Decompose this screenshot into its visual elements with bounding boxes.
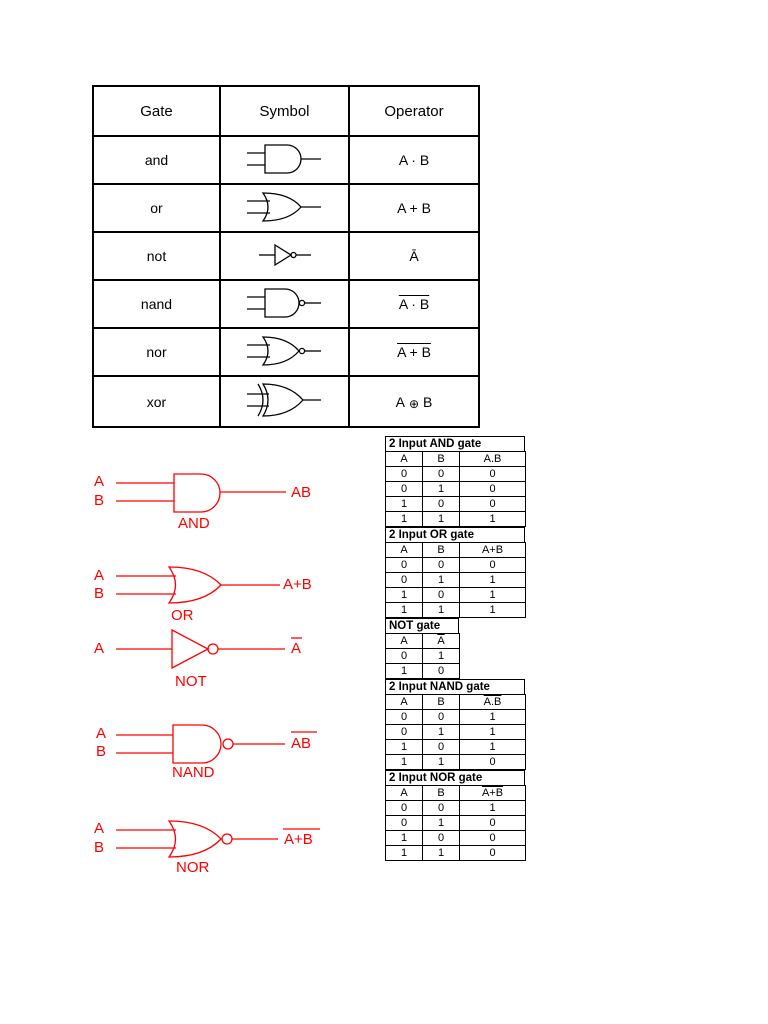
cell: 0 [386,801,423,816]
header-operator: Operator [349,86,479,136]
operator-expression: A + B [349,328,479,376]
nor-input-a: A [94,820,105,837]
cell: 1 [460,801,526,816]
nor-diagram-gate [116,821,278,857]
cell: 1 [386,846,423,861]
truth-table-title-nand: 2 Input NAND gate [385,679,525,694]
operator-expression: A + B [349,184,479,232]
nor-input-b: B [94,839,105,856]
col-header: A+B [460,786,526,801]
not-output: A [291,640,302,657]
cell: 0 [386,573,423,588]
and-label: AND [178,515,210,532]
not-label: NOT [175,673,207,690]
table-row [386,801,526,816]
cell: 1 [460,512,526,527]
col-header: A.B [460,695,526,710]
table-row [386,482,526,497]
cell: 1 [423,603,460,618]
cell: 0 [423,831,460,846]
table-row [386,603,526,618]
truth-table-title-and: 2 Input AND gate [385,436,525,451]
table-row [386,816,526,831]
header-symbol: Symbol [220,86,349,136]
cell: 0 [386,558,423,573]
truth-table-header [386,452,526,467]
truth-table-title-nor: 2 Input NOR gate [385,770,525,785]
col-header: A [386,543,423,558]
truth-table-nand [385,694,526,770]
cell: 1 [460,588,526,603]
table-row [386,512,526,527]
table-row [386,664,460,679]
cell: 1 [423,482,460,497]
and-input-a: A [94,473,105,490]
cell: 0 [423,497,460,512]
cell: 0 [460,497,526,512]
col-header: $\overline{A}$ [423,634,460,649]
col-header: A.B [460,452,526,467]
cell: 1 [386,664,423,679]
table-row [386,831,526,846]
or-output: A+B [283,576,312,593]
or-input-b: B [94,585,105,602]
table-row [386,573,526,588]
not-input-a: A [94,640,105,657]
and-output: AB [291,484,312,501]
truth-table-header [386,634,460,649]
truth-table-or [385,542,526,618]
cell: 0 [460,558,526,573]
gate-name: or [93,184,220,232]
table-row [386,755,526,770]
nand-diagram-gate [116,725,285,763]
cell: 1 [460,710,526,725]
and-diagram-gate [116,474,286,512]
cell: 0 [460,467,526,482]
cell: 1 [460,740,526,755]
truth-table-not [385,633,460,679]
cell: 0 [460,831,526,846]
cell: 0 [423,801,460,816]
nor-label: NOR [176,859,210,876]
cell: 0 [460,846,526,861]
truth-table-header [386,786,526,801]
cell: 1 [423,573,460,588]
or-input-a: A [94,567,105,584]
cell: 0 [423,467,460,482]
nor-output: A+B [284,831,313,848]
cell: 0 [423,664,460,679]
table-row [386,497,526,512]
table-row [386,710,526,725]
cell: 1 [386,497,423,512]
truth-table-header [386,543,526,558]
col-header: B [423,695,460,710]
not-diagram-gate [116,630,285,668]
cell: 1 [386,755,423,770]
col-header: B [423,543,460,558]
table-row [386,725,526,740]
gate-name: nand [93,280,220,328]
table-row [386,740,526,755]
gate-name: not [93,232,220,280]
nand-output: AB [291,735,312,752]
nand-input-b: B [96,743,107,760]
truth-table-title-or: 2 Input OR gate [385,527,525,542]
cell: 1 [386,588,423,603]
or-diagram-gate [116,567,280,603]
col-header: A [386,786,423,801]
operator-expression: A · B [349,136,479,184]
cell: 0 [386,467,423,482]
cell: 0 [460,482,526,497]
cell: 1 [386,603,423,618]
operator-a: A [395,393,405,410]
cell: 1 [423,846,460,861]
cell: 0 [386,816,423,831]
cell: 0 [386,482,423,497]
operator-b: B [423,393,433,410]
truth-table-nor [385,785,526,861]
cell: 1 [460,603,526,618]
cell: 1 [423,816,460,831]
or-label: OR [171,607,194,624]
truth-table-and [385,451,526,527]
cell: 1 [423,725,460,740]
and-input-b: B [94,492,105,509]
table-row [386,588,526,603]
gate-name: xor [93,376,220,427]
col-header: B [423,786,460,801]
cell: 0 [460,755,526,770]
gate-name: and [93,136,220,184]
cell: 1 [386,740,423,755]
cell: 1 [423,755,460,770]
col-header: A [386,695,423,710]
truth-table-title-not: NOT gate [385,618,459,633]
col-header: B [423,452,460,467]
table-row [386,649,460,664]
cell: 0 [386,649,423,664]
cell: 1 [460,725,526,740]
operator-expression: Ā [349,232,479,280]
cell: 1 [460,573,526,588]
col-header: A [386,634,423,649]
col-header: A+B [460,543,526,558]
header-gate: Gate [93,86,220,136]
cell: 1 [423,512,460,527]
cell: 1 [386,831,423,846]
nand-input-a: A [96,725,107,742]
truth-table-header [386,695,526,710]
cell: 0 [423,588,460,603]
nand-label: NAND [172,764,215,781]
cell: 0 [386,725,423,740]
gate-name: nor [93,328,220,376]
cell: 1 [386,512,423,527]
table-row [386,846,526,861]
table-row [386,467,526,482]
cell: 0 [386,710,423,725]
cell: 0 [460,816,526,831]
col-header: A [386,452,423,467]
cell: 0 [423,710,460,725]
cell: 0 [423,558,460,573]
operator-expression: A · B [349,280,479,328]
cell: 1 [423,649,460,664]
table-row [386,558,526,573]
gate-diagrams [0,0,380,900]
truth-tables [385,436,525,861]
xor-symbol: ⊕ [408,396,420,411]
cell: 0 [423,740,460,755]
